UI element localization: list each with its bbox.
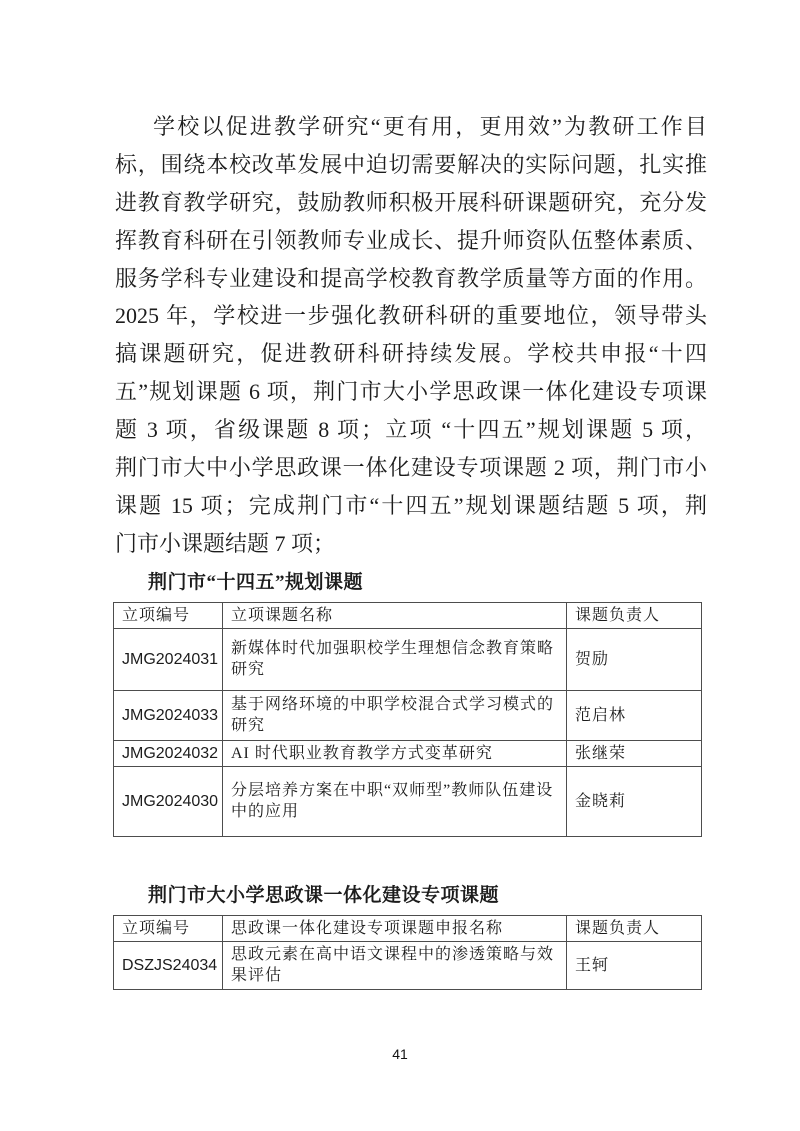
paragraph-line: 题 3 项，省级课题 8 项；立项 “十四五”规划课题 5 项， bbox=[115, 417, 707, 443]
header-cell-project-id: 立项编号 bbox=[114, 602, 223, 628]
cell-project-id: JMG2024030 bbox=[114, 766, 223, 836]
cell-project-leader: 王轲 bbox=[567, 941, 702, 989]
table2-title: 荆门市大小学思政课一体化建设专项课题 bbox=[148, 884, 500, 906]
header-cell-project-id: 立项编号 bbox=[114, 915, 223, 941]
header-cell-project-leader: 课题负责人 bbox=[567, 602, 702, 628]
body-paragraph bbox=[115, 108, 707, 563]
cell-project-leader: 贺励 bbox=[567, 628, 702, 690]
header-cell-project-name: 立项课题名称 bbox=[223, 602, 567, 628]
table-row bbox=[114, 740, 702, 766]
header-cell-project-name: 思政课一体化建设专项课题申报名称 bbox=[223, 915, 567, 941]
table-row bbox=[114, 941, 702, 989]
paragraph-line: 五”规划课题 6 项，荆门市大小学思政课一体化建设专项课 bbox=[115, 379, 707, 405]
cell-project-id: JMG2024031 bbox=[114, 628, 223, 690]
planning-projects-table bbox=[113, 602, 702, 837]
cell-project-leader: 范启林 bbox=[567, 690, 702, 740]
paragraph-line: 荆门市大中小学思政课一体化建设专项课题 2 项，荆门市小 bbox=[115, 455, 707, 481]
cell-project-leader: 张继荣 bbox=[567, 740, 702, 766]
cell-project-id: DSZJS24034 bbox=[114, 941, 223, 989]
paragraph-line: 学校以促进教学研究“更有用，更用效”为教研工作目 bbox=[153, 114, 707, 139]
paragraph-line: 搞课题研究，促进教研科研持续发展。学校共申报“十四 bbox=[115, 341, 707, 367]
paragraph-line: 2025 年，学校进一步强化教研科研的重要地位，领导带头 bbox=[115, 303, 707, 329]
ideological-projects-table bbox=[113, 915, 702, 990]
cell-project-name: 思政元素在高中语文课程中的渗透策略与效果评估 bbox=[223, 941, 567, 989]
cell-project-id: JMG2024033 bbox=[114, 690, 223, 740]
paragraph-line: 服务学科专业建设和提高学校教育教学质量等方面的作用。 bbox=[115, 265, 707, 291]
paragraph-line: 门市小课题结题 7 项； bbox=[115, 530, 336, 556]
table1-title: 荆门市“十四五”规划课题 bbox=[148, 571, 364, 593]
paragraph-line: 标，围绕本校改革发展中迫切需要解决的实际问题，扎实推 bbox=[115, 151, 707, 177]
paragraph-line: 进教育教学研究，鼓励教师积极开展科研课题研究，充分发 bbox=[115, 189, 707, 215]
paragraph-line: 课题 15 项；完成荆门市“十四五”规划课题结题 5 项，荆 bbox=[115, 492, 707, 518]
cell-project-name: AI 时代职业教育教学方式变革研究 bbox=[223, 740, 567, 766]
cell-project-name: 新媒体时代加强职校学生理想信念教育策略研究 bbox=[223, 628, 567, 690]
cell-project-name: 分层培养方案在中职“双师型”教师队伍建设中的应用 bbox=[223, 766, 567, 836]
table-row bbox=[114, 628, 702, 690]
cell-project-name: 基于网络环境的中职学校混合式学习模式的研究 bbox=[223, 690, 567, 740]
paragraph-line: 挥教育科研在引领教师专业成长、提升师资队伍整体素质、 bbox=[115, 227, 707, 253]
table-row bbox=[114, 690, 702, 740]
page-content bbox=[115, 108, 707, 990]
table-header-row bbox=[114, 915, 702, 941]
page-number: 41 bbox=[392, 1046, 408, 1062]
table-row bbox=[114, 766, 702, 836]
cell-project-id: JMG2024032 bbox=[114, 740, 223, 766]
header-cell-project-leader: 课题负责人 bbox=[567, 915, 702, 941]
cell-project-leader: 金晓莉 bbox=[567, 766, 702, 836]
table-header-row bbox=[114, 602, 702, 628]
